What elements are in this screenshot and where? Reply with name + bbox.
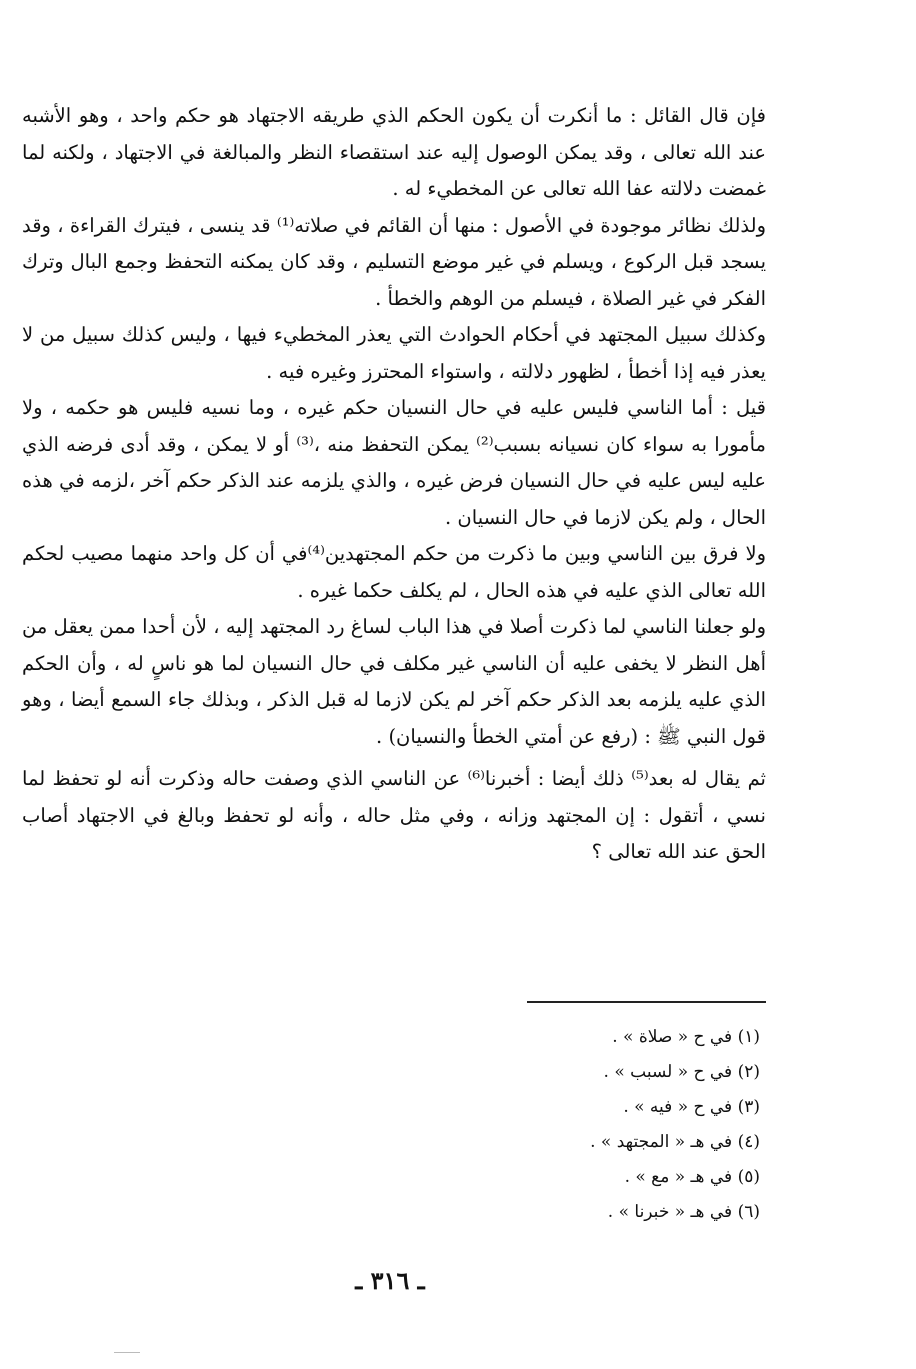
footnote-4: (٤) في هـ « المجتهد » . [590,1132,760,1152]
footnote-3: (٣) في ح « فيه » . [623,1097,760,1117]
paragraph-5: ولا فرق بين الناسي وبين ما ذكرت من حكم المجتهدين⁽⁴⁾في أن كل واحد منهما مصيب لحكم الله تعالى الذي عليه في هذه الحال ، لم يكلف حكما غيره . [22,542,766,602]
page-number: ـ ٣١٦ ـ [355,1266,425,1295]
paragraph-3: وكذلك سبيل المجتهد في أحكام الحوادث التي يعذر المخطيء فيها ، وليس كذلك سبيل من لا يعذر فيه إذا أخطأ ، لظهور دلالته ، واستواء المحترز وغيره فيه . [22,323,766,383]
footnote-1: (١) في ح « صلاة » . [612,1027,760,1047]
footnote-5: (٥) في هـ « مع » . [624,1167,760,1187]
scan-artifact-line [114,1352,140,1353]
footnote-6: (٦) في هـ « خبرنا » . [607,1202,760,1222]
paragraph-7: ثم يقال له بعد⁽⁵⁾ ذلك أيضا : أخبرنا⁽⁶⁾ عن الناسي الذي وصفت حاله وذكرت أنه لو تحفظ لما نسي ، أتقول : إن المجتهد وزانه ، وفي مثل حاله ، وأنه لو تحفظ وبالغ في الاجتهاد أصاب الحق عند الله تعالى ؟ [22,767,766,863]
footnote-2: (٢) في ح « لسبب » . [603,1062,760,1082]
footnotes [360,1020,760,1230]
paragraph-6: ولو جعلنا الناسي لما ذكرت أصلا في هذا الباب لساغ رد المجتهد إليه ، لأن أحدا ممن يعقل من أهل النظر لا يخفى عليه أن الناسي غير مكلف في حال النسيان لما هو ناسٍ له ، وأن الحكم الذي عليه يلزمه بعد الذكر حكم آخر لم يكن لازما له قبل الذكر ، وبذلك جاء السمع أيضا ، وهو قول النبي ﷺ : (رفع عن أمتي الخطأ والنسيان) . [22,615,766,748]
footnote-divider [527,1001,766,1003]
paragraph-2: ولذلك نظائر موجودة في الأصول : منها أن القائم في صلاته⁽¹⁾ قد ينسى ، فيترك القراءة ، وقد يسجد قبل الركوع ، ويسلم في غير موضع التسليم ، وقد كان يمكنه التحفظ وجمع البال وترك الفكر في غير الصلاة ، فيسلم من الوهم والخطأ . [22,213,766,310]
paragraph-4: قيل : أما الناسي فليس عليه في حال النسيان حكم غيره ، وما نسيه فليس هو حكمه ، ولا مأمورا به سواء كان نسيانه بسبب⁽²⁾ يمكن التحفظ منه ،⁽³⁾ أو لا يمكن ، وقد أدى فرضه الذي عليه ليس عليه في حال النسيان فرض غيره ، والذي يلزمه عند الذكر حكم آخر ،لزمه في هذه الحال ، ولم يكن لازما في حال النسيان . [22,396,766,529]
paragraph-1: فإن قال القائل : ما أنكرت أن يكون الحكم الذي طريقه الاجتهاد هو حكم واحد ، وهو الأشبه عند الله تعالى ، وقد يمكن الوصول إليه عند استقصاء النظر والمبالغة في الاجتهاد ، ولكنه لما غمضت دلالته عفا الله تعالى عن المخطيء له . [22,104,766,200]
main-text [22,98,766,871]
